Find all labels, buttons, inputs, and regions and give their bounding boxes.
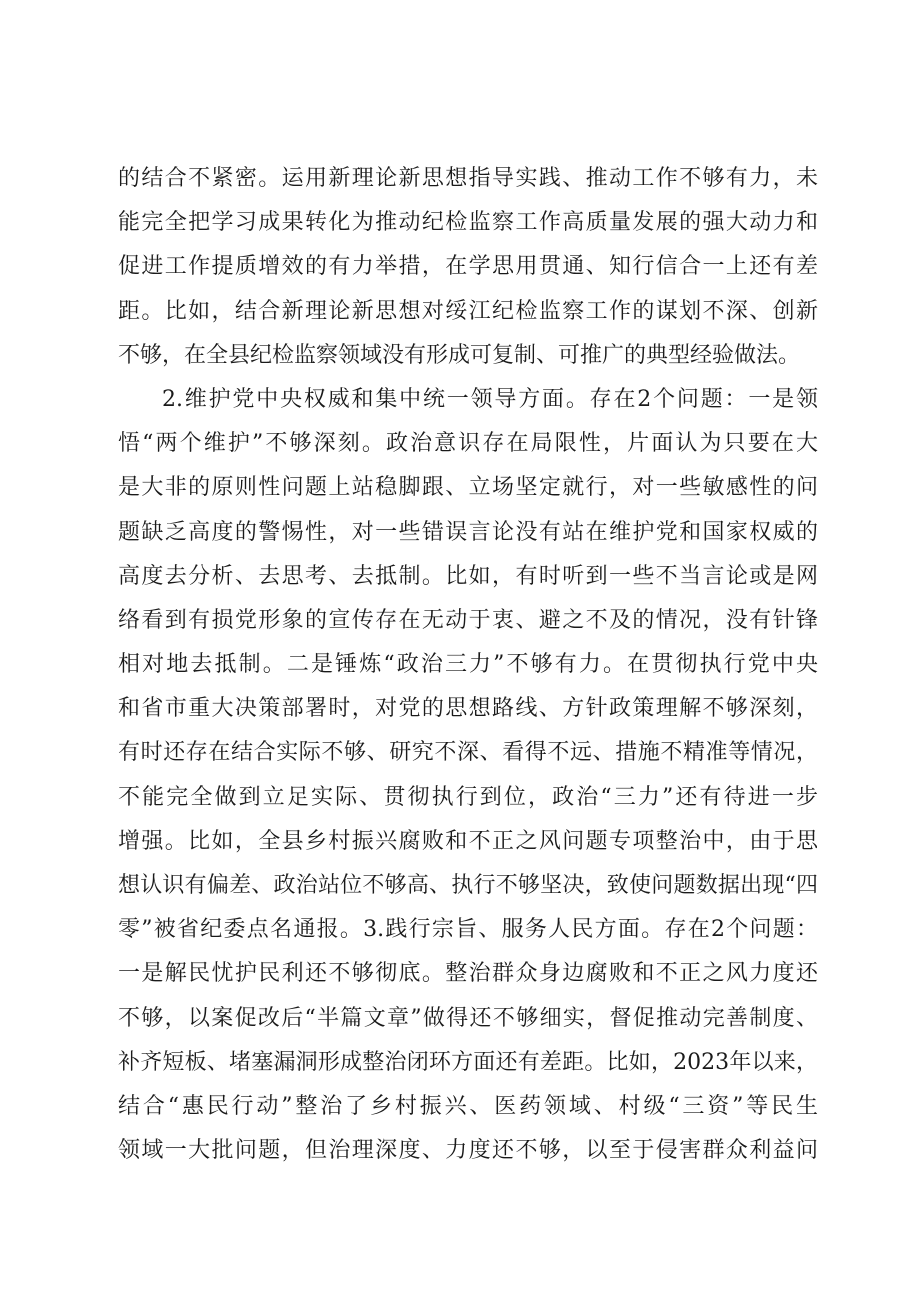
- text-line: 不够，在全县纪检监察领域没有形成可复制、可推广的典型经验做法。: [118, 342, 801, 368]
- text-line: 悟“两个维护”不够深刻。政治意识存在局限性，片面认为只要在大: [118, 431, 818, 457]
- text-line: 促进工作提质增效的有力举措，在学思用贯通、知行信合一上还有差: [118, 254, 818, 280]
- text-line: 2.维护党中央权威和集中统一领导方面。存在2个问题：一是领: [162, 386, 818, 412]
- text-line: 相对地去抵制。二是锤炼“政治三力”不够有力。在贯彻执行党中央: [118, 652, 818, 678]
- text-line: 零”被省纪委点名通报。3.践行宗旨、服务人民方面。存在2个问题：: [118, 917, 818, 943]
- text-line: 不够，以案促改后“半篇文章”做得还不够细实，督促推动完善制度、: [118, 1005, 818, 1031]
- text-line: 有时还存在结合实际不够、研究不深、看得不远、措施不精准等情况，: [118, 740, 818, 766]
- text-line: 领域一大批问题，但治理深度、力度还不够，以至于侵害群众利益问: [118, 1138, 818, 1164]
- text-line: 络看到有损党形象的宣传存在无动于衷、避之不及的情况，没有针锋: [118, 607, 818, 633]
- text-line: 增强。比如，全县乡村振兴腐败和不正之风问题专项整治中，由于思: [118, 828, 818, 854]
- text-line: 题缺乏高度的警惕性，对一些错误言论没有站在维护党和国家权威的: [118, 519, 818, 545]
- text-line: 是大非的原则性问题上站稳脚跟、立场坚定就行，对一些敏感性的问: [118, 475, 818, 501]
- text-line: 和省市重大决策部署时，对党的思想路线、方针政策理解不够深刻，: [118, 696, 818, 722]
- text-line: 的结合不紧密。运用新理论新思想指导实践、推动工作不够有力，未: [118, 166, 818, 191]
- text-line: 能完全把学习成果转化为推动纪检监察工作高质量发展的强大动力和: [118, 210, 818, 236]
- text-line: 想认识有偏差、政治站位不够高、执行不够坚决，致使问题数据出现“四: [118, 873, 818, 898]
- text-line: 补齐短板、堵塞漏洞形成整治闭环方面还有差距。比如，2023年以来，: [118, 1049, 818, 1075]
- text-line: 结合“惠民行动”整治了乡村振兴、医药领域、村级“三资”等民生: [118, 1093, 818, 1119]
- text-line: 一是解民忧护民利还不够彻底。整治群众身边腐败和不正之风力度还: [118, 961, 818, 987]
- text-line: 高度去分析、去思考、去抵制。比如，有时听到一些不当言论或是网: [118, 563, 818, 589]
- text-line: 距。比如，结合新理论新思想对绥江纪检监察工作的谋划不深、创新: [118, 298, 818, 324]
- text-line: 不能完全做到立足实际、贯彻执行到位，政治“三力”还有待进一步: [118, 784, 818, 810]
- body-text: [118, 157, 818, 1173]
